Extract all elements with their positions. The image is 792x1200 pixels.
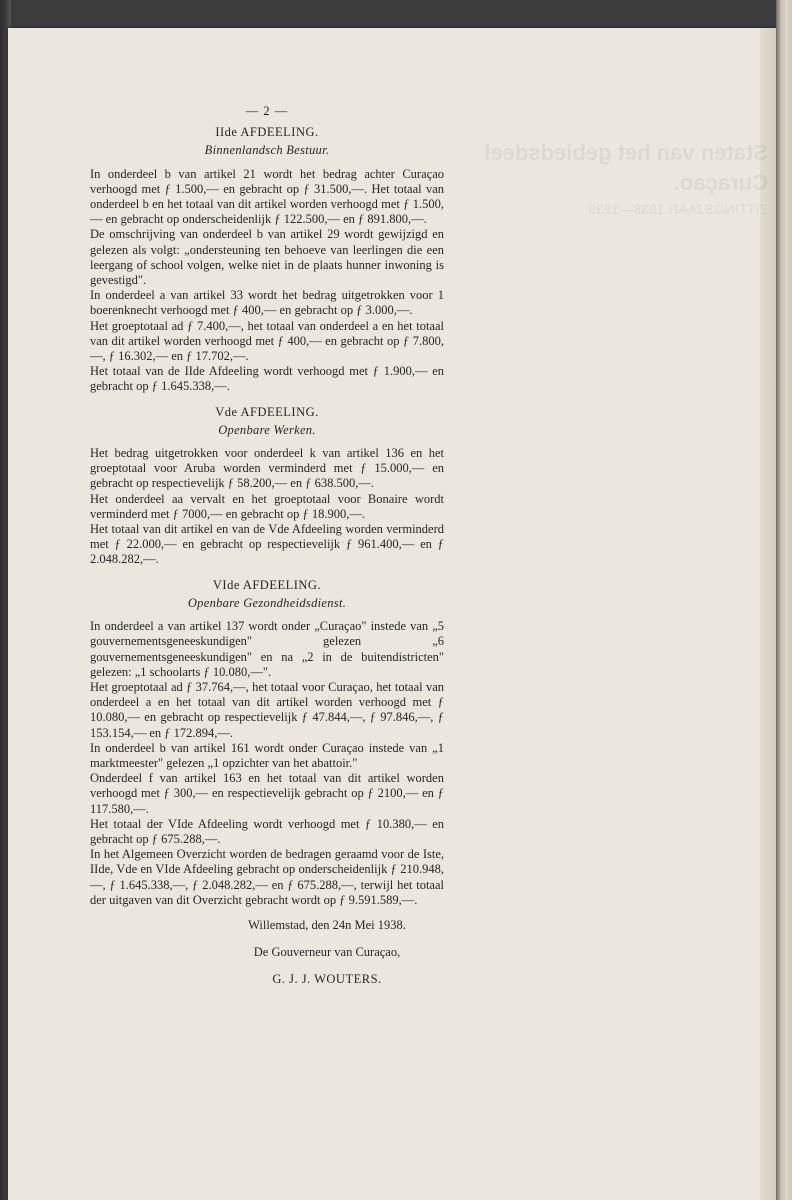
section-vde-afdeeling bbox=[90, 405, 444, 568]
book-gutter bbox=[776, 0, 792, 1200]
section-heading: VIde AFDEELING. bbox=[212, 577, 322, 592]
section-iide-afdeeling bbox=[90, 125, 444, 394]
signatory-title: De Gouverneur van Curaçao, bbox=[253, 945, 401, 960]
paragraph: In onderdeel b van artikel 161 wordt onder Curaçao instede van „1 marktmeester" gelezen „1 opzichter van het abattoir." bbox=[90, 740, 444, 770]
paragraph: In onderdeel b van artikel 21 wordt het bedrag achter Curaçao verhoogd met ƒ 1.500,— en gebracht op ƒ 31.500,—. Het totaal van onderdeel b en het totaal van dit artikel worden verhoogd met ƒ 1.500,— en gebracht op onderscheidenlijk ƒ 122.500,— en ƒ 891.800,—. bbox=[90, 166, 444, 227]
section-subheading: Openbare Werken. bbox=[218, 422, 316, 437]
place-date: Willemstad, den 24n Mei 1938. bbox=[248, 917, 406, 932]
paragraph: Het onderdeel aa vervalt en het groeptotaal voor Bonaire wordt verminderd met ƒ 7000,— en gebracht op ƒ 18.900,—. bbox=[90, 491, 444, 521]
section-heading: IIde AFDEELING. bbox=[215, 125, 319, 140]
paragraph: In het Algemeen Overzicht worden de bedragen geraamd voor de Iste, IIde, Vde en VIde Afdeeling gebracht op onderscheidenlijk ƒ 210.948,—, ƒ 1.645.338,—, ƒ 2.048.282,— en ƒ 675.288,—, terwijl het totaal der uitgaven van dit Overzicht gebracht wordt op ƒ 9.591.589,—. bbox=[90, 847, 444, 907]
paragraph: De omschrijving van onderdeel b van artikel 29 wordt gewijzigd en gelezen als volgt: „ondersteuning ten behoeve van leerlingen die een leergang of school volgen, welke niet in de plaats hunner inwoning is gevestigd". bbox=[90, 227, 444, 288]
section-vide-afdeeling bbox=[90, 578, 444, 908]
paragraph: Het totaal der VIde Afdeeling wordt verhoogd met ƒ 10.380,— en gebracht op ƒ 675.288,—. bbox=[90, 816, 444, 846]
paragraph: Het totaal van dit artikel en van de Vde Afdeeling worden verminderd met ƒ 22.000,— en gebracht op respectievelijk ƒ 961.400,— en ƒ 2.048.282,—. bbox=[90, 522, 444, 567]
paragraph: Het totaal van de IIde Afdeeling wordt verhoogd met ƒ 1.900,— en gebracht op ƒ 1.645.338,—. bbox=[90, 364, 444, 394]
closing-block bbox=[90, 918, 444, 988]
document-text bbox=[90, 104, 444, 988]
paragraph: Het groeptotaal ad ƒ 7.400,—, het totaal van onderdeel a en het totaal van dit artikel worden verhoogd met ƒ 400,— en gebracht op ƒ 7.800,—, ƒ 16.302,— en ƒ 17.702,—. bbox=[90, 318, 444, 364]
paragraph: Onderdeel f van artikel 163 en het totaal van dit artikel worden verhoogd met ƒ 300,— en respectievelijk gebracht op ƒ 2100,— en ƒ 117.580,—. bbox=[90, 771, 444, 816]
paragraph: In onderdeel a van artikel 33 wordt het bedrag uitgetrokken voor 1 boerenknecht verhoogd met ƒ 400,— en gebracht op ƒ 3.000,—. bbox=[90, 288, 444, 318]
page-number: — 2 — bbox=[245, 104, 289, 118]
paragraph: In onderdeel a van artikel 137 wordt onder „Curaçao" instede van „5 gouvernementsgeneeskundigen" gelezen „6 gouvernementsgeneeskundigen" en na „2 in de buitendistricten" gelezen: „1 schoolarts ƒ 10.080,—". bbox=[90, 619, 444, 679]
signatory-name: G. J. J. WOUTERS. bbox=[272, 972, 382, 987]
section-subheading: Binnenlandsch Bestuur. bbox=[204, 143, 330, 158]
paragraph: Het groeptotaal ad ƒ 37.764,—, het totaal voor Curaçao, het totaal van onderdeel a en het totaal van dit artikel worden verhoogd met ƒ 10.080,— en gebracht op respectievelijk ƒ 47.844,—, ƒ 97.846,—, ƒ 153.154,— en ƒ 172.894,—. bbox=[90, 679, 444, 740]
section-heading: Vde AFDEELING. bbox=[215, 404, 319, 419]
section-subheading: Openbare Gezondheidsdienst. bbox=[187, 595, 347, 610]
bleed-through-text: Staten van het gebiedsdeel Curaçao. ZITTINGSJAAR 1938—1939 bbox=[484, 140, 768, 217]
paragraph: Het bedrag uitgetrokken voor onderdeel k van artikel 136 en het groeptotaal voor Aruba worden verminderd met ƒ 15.000,— en gebracht op respectievelijk ƒ 58.200,— en ƒ 638.500,—. bbox=[90, 446, 444, 491]
